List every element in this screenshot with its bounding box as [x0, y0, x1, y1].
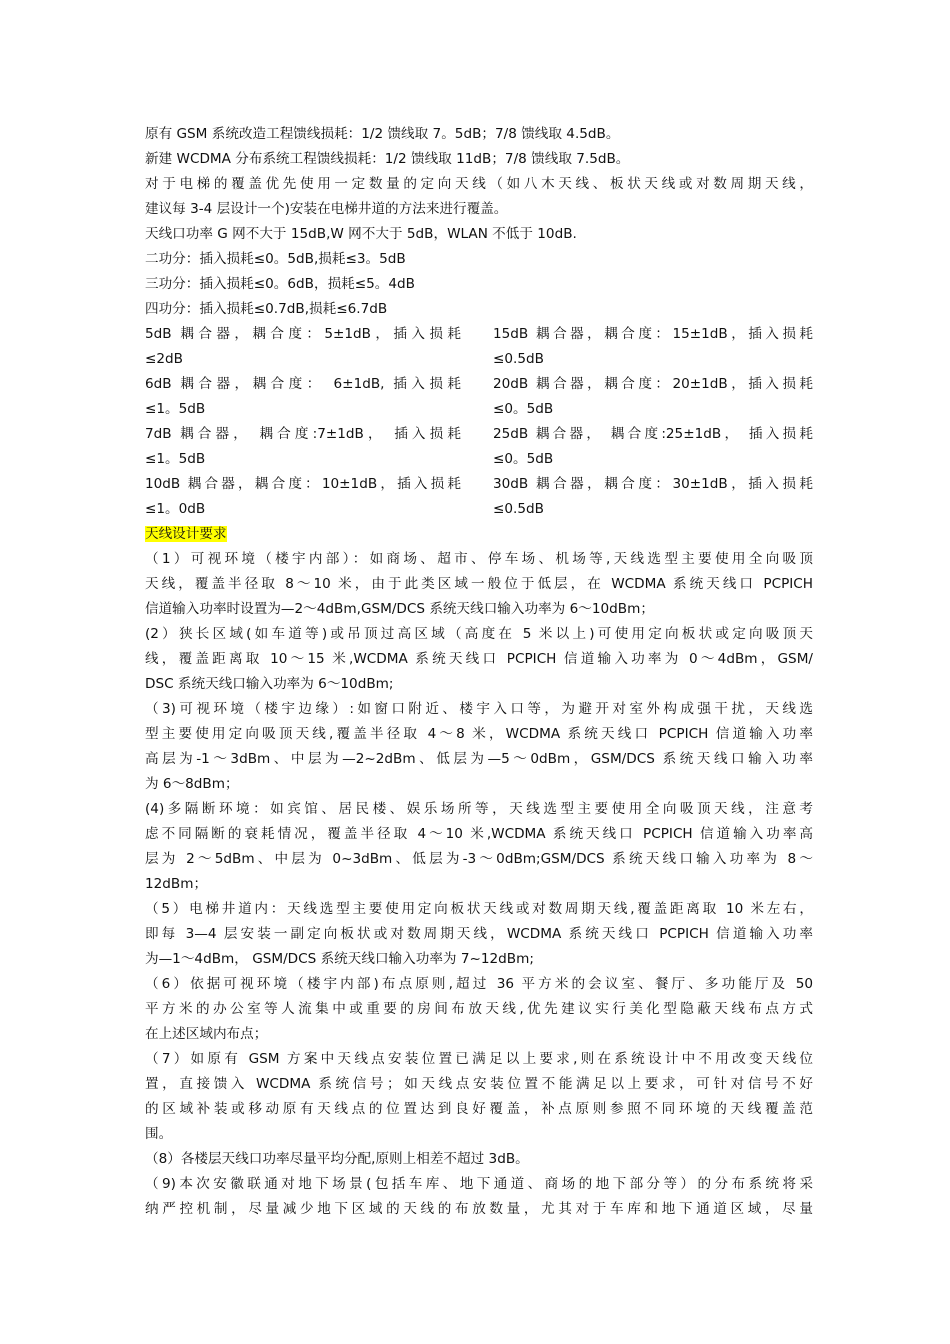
text-line: 三功分：插入损耗≤0。6dB，损耗≤5。4dB	[145, 276, 416, 292]
coupler-spec-cont: ≤1。5dB	[145, 451, 206, 467]
text-line: 高层为-1～3dBm、中层为—2~2dBm、低层为—5～0dBm，GSM/DCS 系统天线口输入功率	[145, 751, 813, 767]
text-line: （3)可视环境（楼宇边缘）:如窗口附近、楼宇入口等，为避开对室外构成强干扰，天线选	[145, 701, 813, 717]
coupler-spec-cont: ≤2dB	[145, 351, 183, 367]
text-line: 围。	[145, 1126, 173, 1142]
coupler-spec: 7dB 耦合器， 耦合度:7±1dB， 插入损耗	[145, 426, 461, 442]
coupler-column-right	[493, 322, 813, 522]
text-line: 虑不同隔断的衰耗情况，覆盖半径取 4～10 米,WCDMA 系统天线口 PCPICH 信道输入功率高	[145, 826, 813, 842]
text-line: 平方米的办公室等人流集中或重要的房间布放天线,优先建议实行美化型隐蔽天线布点方式	[145, 1001, 813, 1017]
coupler-spec: 10dB 耦合器，耦合度：10±1dB，插入损耗	[145, 476, 461, 492]
text-line: 二功分：插入损耗≤0。5dB,损耗≤3。5dB	[145, 251, 406, 267]
text-line: 纳严控机制，尽量减少地下区域的天线的布放数量，尤其对于车库和地下通道区域，尽量	[145, 1201, 813, 1217]
text-line: （7）如原有 GSM 方案中天线点安装位置已满足以上要求,则在系统设计中不用改变天线位	[145, 1051, 813, 1067]
text-line: 的区域补装或移动原有天线点的位置达到良好覆盖，补点原则参照不同环境的天线覆盖范	[145, 1101, 813, 1117]
coupler-spec: 15dB 耦合器，耦合度：15±1dB，插入损耗	[493, 326, 813, 342]
text-line: DSC 系统天线口输入功率为 6～10dBm;	[145, 676, 394, 692]
text-line: 12dBm；	[145, 876, 208, 892]
coupler-spec-columns	[145, 322, 813, 522]
text-line: 天线口功率 G 网不大于 15dB,W 网不大于 5dB，WLAN 不低于 10dB.	[145, 226, 577, 242]
text-line: 信道输入功率时设置为—2～4dBm,GSM/DCS 系统天线口输入功率为 6～10dBm；	[145, 601, 654, 617]
coupler-spec: 5dB 耦合器，耦合度：5±1dB，插入损耗	[145, 326, 461, 342]
text-line: （1）可视环境（楼宇内部）：如商场、超市、停车场、机场等,天线选型主要使用全向吸顶	[145, 551, 813, 567]
text-line: (4)多隔断环境：如宾馆、居民楼、娱乐场所等，天线选型主要使用全向吸顶天线，注意考	[145, 801, 813, 817]
text-line: 为 6～8dBm；	[145, 776, 239, 792]
design-requirements-body	[145, 547, 813, 1222]
text-line: 天线，覆盖半径取 8～10 米，由于此类区域一般位于低层，在 WCDMA 系统天线口 PCPICH	[145, 576, 813, 592]
text-line: 四功分：插入损耗≤0.7dB,损耗≤6.7dB	[145, 301, 388, 317]
text-line: 在上述区域内布点；	[145, 1026, 268, 1042]
section-heading: 天线设计要求	[145, 526, 227, 542]
intro-paragraphs	[145, 122, 813, 322]
coupler-spec-cont: ≤1。0dB	[145, 501, 206, 517]
text-line: 置，直接馈入 WCDMA 系统信号；如天线点安装位置不能满足以上要求，可针对信号不好	[145, 1076, 813, 1092]
text-line: 型主要使用定向吸顶天线,覆盖半径取 4～8 米，WCDMA 系统天线口 PCPICH 信道输入功率	[145, 726, 813, 742]
text-line: 即每 3—4 层安装一副定向板状或对数周期天线，WCDMA 系统天线口 PCPICH 信道输入功率	[145, 926, 813, 942]
coupler-spec: 30dB 耦合器，耦合度：30±1dB，插入损耗	[493, 476, 813, 492]
text-line: 原有 GSM 系统改造工程馈线损耗：1/2 馈线取 7。5dB；7/8 馈线取 4.5dB。	[145, 126, 620, 142]
text-line: 线，覆盖距离取 10～15 米,WCDMA 系统天线口 PCPICH 信道输入功率为 0～4dBm，GSM/	[145, 651, 813, 667]
coupler-spec-cont: ≤0。5dB	[493, 401, 554, 417]
text-line: (2）狭长区域(如车道等)或吊顶过高区域（高度在 5 米以上)可使用定向板状或定向吸顶天	[145, 626, 813, 642]
text-line: 对于电梯的覆盖优先使用一定数量的定向天线（如八木天线、板状天线或对数周期天线，	[145, 176, 813, 192]
text-line: 层为 2～5dBm、中层为 0~3dBm、低层为-3～0dBm;GSM/DCS 系统天线口输入功率为 8～	[145, 851, 813, 867]
coupler-spec-cont: ≤0.5dB	[493, 351, 544, 367]
coupler-spec-cont: ≤0.5dB	[493, 501, 544, 517]
text-line: （5）电梯井道内：天线选型主要使用定向板状天线或对数周期天线,覆盖距离取 10 米左右，	[145, 901, 813, 917]
coupler-spec-cont: ≤0。5dB	[493, 451, 554, 467]
text-line: （9)本次安徽联通对地下场景(包括车库、地下通道、商场的地下部分等）的分布系统将采	[145, 1176, 813, 1192]
text-line: 新建 WCDMA 分布系统工程馈线损耗：1/2 馈线取 11dB；7/8 馈线取 7.5dB。	[145, 151, 630, 167]
coupler-spec: 20dB 耦合器，耦合度：20±1dB，插入损耗	[493, 376, 813, 392]
text-line: 为—1～4dBm， GSM/DCS 系统天线口输入功率为 7~12dBm;	[145, 951, 534, 967]
coupler-spec-cont: ≤1。5dB	[145, 401, 206, 417]
coupler-spec: 6dB 耦合器，耦合度： 6±1dB, 插入损耗	[145, 376, 461, 392]
text-line: （6）依据可视环境（楼宇内部)布点原则,超过 36 平方米的会议室、餐厅、多功能厅及 50	[145, 976, 813, 992]
text-line: 建议每 3-4 层设计一个)安装在电梯井道的方法来进行覆盖。	[145, 201, 508, 217]
coupler-column-left	[145, 322, 461, 522]
coupler-spec: 25dB 耦合器， 耦合度:25±1dB， 插入损耗	[493, 426, 813, 442]
section-heading-row	[145, 522, 813, 547]
text-line: （8）各楼层天线口功率尽量平均分配,原则上相差不超过 3dB。	[145, 1151, 529, 1167]
